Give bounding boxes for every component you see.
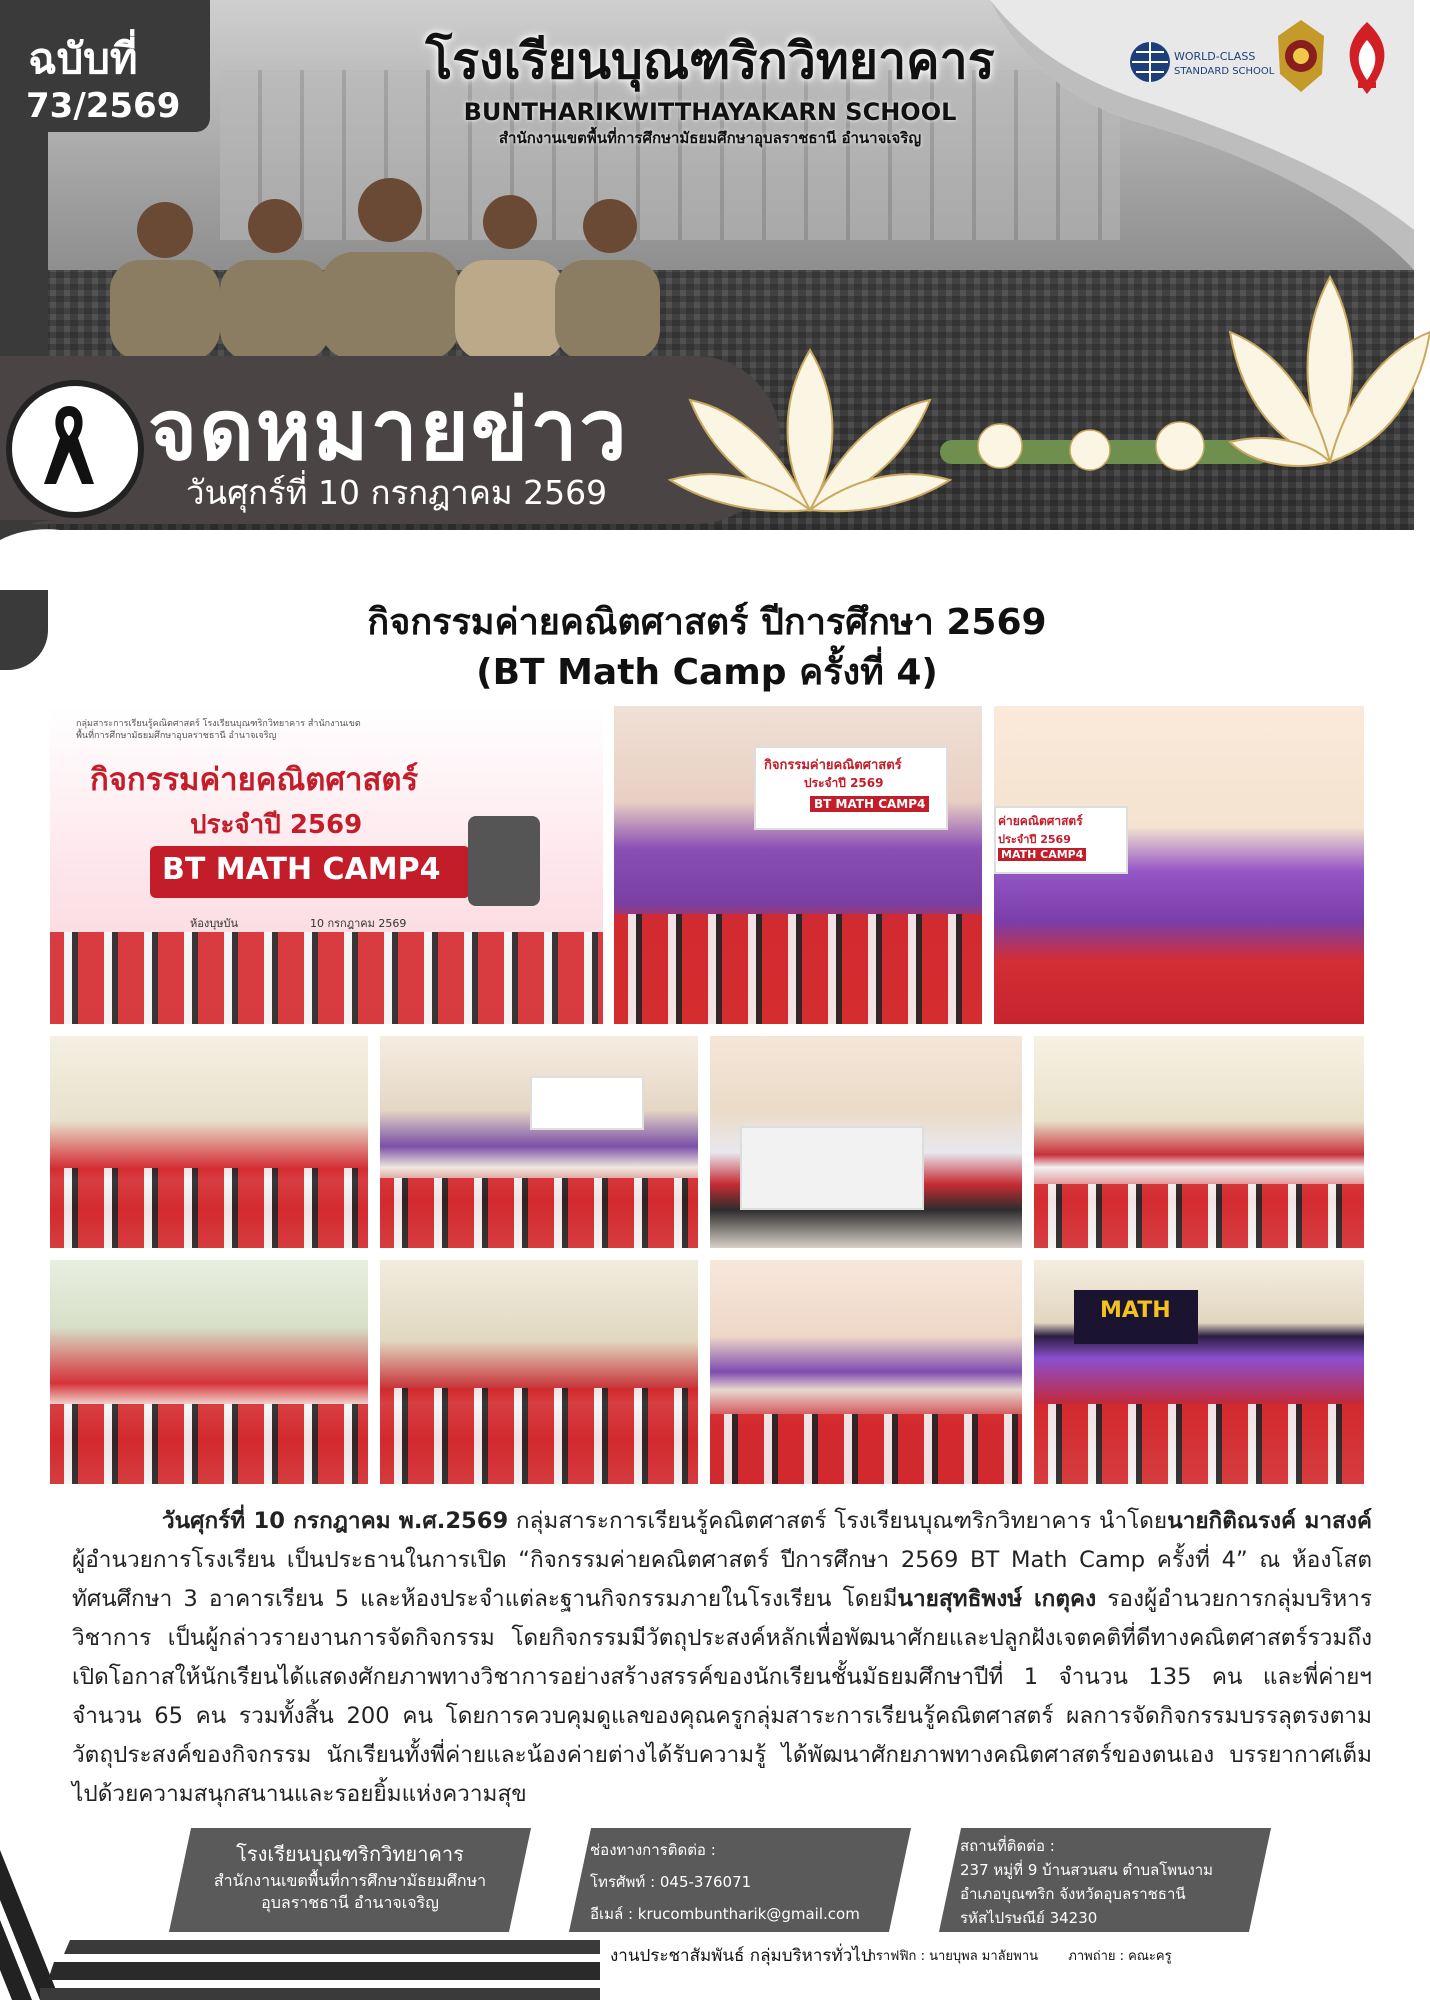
footer-office-line-2: อุบลราชธานี อำนาจเจริญ [261, 1893, 439, 1912]
activity-photo-3 [710, 1036, 1022, 1248]
footer-office [170, 1870, 530, 1914]
math-screen-text: MATH [1100, 1298, 1171, 1323]
black-ribbon-icon [34, 400, 104, 490]
students-crowd [380, 1388, 698, 1484]
activity-photo-4 [1034, 1036, 1364, 1248]
footer-office-line-1: สำนักงานเขตพื้นที่การศึกษามัธยมศึกษา [213, 1871, 487, 1890]
footer-contact [590, 1834, 860, 1930]
issue-label: ฉบับที่ [28, 34, 138, 83]
issue-number: 73/2569 [26, 86, 181, 126]
address-title: สถานที่ติดต่อ : [960, 1837, 1055, 1855]
lotus-large-icon [1230, 272, 1430, 482]
body-part-1: กลุ่มสาระการเรียนรู้คณิตศาสตร์ โรงเรียนบุณฑริกวิทยาคาร นำโดย [508, 1508, 1168, 1534]
header-wave-divider [0, 520, 1414, 590]
lecture-screen [530, 1076, 644, 1130]
body-deputy: นายสุทธิพงษ์ เกตุคง [897, 1586, 1097, 1612]
administrators-group-photo [100, 160, 660, 360]
stage-screen-camp: BT MATH CAMP4 [810, 796, 929, 812]
activity-photo-7 [710, 1260, 1022, 1484]
footer-stripes-bottom [40, 1940, 600, 2000]
contact-email[interactable]: อีเมล์ : krucombuntharik@gmail.com [590, 1905, 860, 1923]
students-crowd [50, 1168, 368, 1248]
poster-camp-name: BT MATH CAMP4 [162, 852, 441, 887]
activity-photo-5 [50, 1260, 368, 1484]
school-name-thai: โรงเรียนบุณฑริกวิทยาคาร [425, 32, 995, 90]
credit-department: งานประชาสัมพันธ์ กลุ่มบริหารทั่วไป [610, 1946, 872, 1966]
footer-school-name: โรงเรียนบุณฑริกวิทยาคาร [236, 1842, 464, 1866]
poster-subtitle: ประจำปี 2569 [190, 810, 363, 840]
credit-graphic-photo [868, 1945, 1172, 1966]
body-director: นายกิติณรงค์ มาสงค์ [1167, 1508, 1372, 1534]
activity-photo-1 [50, 1036, 368, 1248]
obec-logo [1272, 18, 1330, 94]
students-crowd [380, 1178, 698, 1248]
svg-text:STANDARD SCHOOL: STANDARD SCHOOL [1174, 66, 1275, 77]
poster-header-text: กลุ่มสาระการเรียนรู้คณิตศาสตร์ โรงเรียนบุณฑริกวิทยาคาร สำนักงานเขตพื้นที่การศึกษามัธยมศึกษาอุบลราชธานี อำนาจเจริญ [76, 719, 361, 741]
contact-title: ช่องทางการติดต่อ : [590, 1841, 716, 1859]
address-line-2: อำเภอบุณฑริก จังหวัดอุบลราชธานี [960, 1885, 1186, 1903]
side-screen-sub: ประจำปี 2569 [998, 833, 1071, 846]
stage-screen-sub: ประจำปี 2569 [804, 776, 884, 790]
footer-address [960, 1834, 1213, 1930]
newsletter-date: วันศุกร์ที่ 10 กรกฎาคม 2569 [186, 473, 608, 512]
stage-opening-photo [614, 706, 982, 1024]
newsletter-title: จดหมายข่าว [148, 381, 629, 479]
side-screen-title: ค่ายคณิตศาสตร์ [998, 814, 1083, 828]
side-screen-camp: MATH CAMP4 [998, 848, 1086, 861]
school-emblem-logo [1336, 20, 1398, 96]
activity-photo-6 [380, 1260, 698, 1484]
poster-location: ห้องบุษบัน [190, 917, 238, 930]
body-part-3: รองผู้อำนวยการกลุ่มบริหารวิชาการ เป็นผู้กล่าวรายงานการจัดกิจกรรม โดยกิจกรรมมีวัตถุประสงค์หลักเพื่อพัฒนาศักยและปลูกฝังเจตคติที่ดีทางคณิตศาสตร์รวมถึงเปิดโอกาสให้นักเรียนได้แสดงศักยภาพทางวิชาการอย่างสร้างสรรค์ของนักเรียนชั้นมัธยมศึกษาปีที่ 1 จำนวน 135 คน และพี่ค่ายฯ จำนวน 65 คน รวมทั้งสิ้น 200 คน โดยการควบคุมดูแลของคุณครูกลุ่มสาระการเรียนรู้คณิตศาสตร์ ผลการจัดกิจกรรมบรรลุตรงตามวัตถุประสงค์ของกิจกรรม นักเรียนทั้งพี่ค่ายและน้องค่ายต่างได้รับความรู้ ได้พัฒนาศักยภาพทางคณิตศาสตร์ของตนเอง บรรยากาศเต็มไปด้วยความสนุกสนานและรอยยิ้มแห่งความสุข [72, 1586, 1373, 1807]
headline-line-1: กิจกรรมค่ายคณิตศาสตร์ ปีการศึกษา 2569 [367, 602, 1047, 643]
article-body [72, 1502, 1372, 1814]
headline-line-2: (BT Math Camp ครั้งที่ 4) [476, 652, 938, 693]
calculator-icon [468, 816, 540, 906]
body-part-2: ผู้อำนวยการโรงเรียน เป็นประธานในการเปิด “กิจกรรมค่ายคณิตศาสตร์ ปีการศึกษา 2569 BT Math Camp ครั้งที่ 4” ณ ห้องโสตทัศนศึกษา 3 อาคารเรียน 5 และห้องประจำแต่ละฐานกิจกรรมภายในโรงเรียน โดยมี [72, 1547, 1372, 1612]
address-line-3: รหัสไปรษณีย์ 34230 [960, 1909, 1098, 1927]
article-headline [0, 598, 1414, 698]
activity-photo-8 [1034, 1260, 1364, 1484]
poster-date: 10 กรกฎาคม 2569 [310, 917, 407, 930]
education-office: สำนักงานเขตพื้นที่การศึกษามัธยมศึกษาอุบลราชธานี อำนาจเจริญ [498, 129, 922, 147]
lotus-garland-icon [940, 410, 1270, 490]
world-class-logo [1128, 34, 1275, 90]
students-crowd [1034, 1184, 1364, 1248]
body-date: วันศุกร์ที่ 10 กรกฎาคม พ.ศ.2569 [162, 1508, 509, 1534]
students-crowd [614, 914, 982, 1024]
lotus-flower-icon [670, 340, 950, 530]
school-name-english: BUNTHARIKWITTHAYAKARN SCHOOL [463, 98, 957, 126]
activity-photo-2 [380, 1036, 698, 1248]
address-line-1: 237 หมู่ที่ 9 บ้านสวนสน ตำบลโพนงาม [960, 1861, 1214, 1879]
credit-graphic: กราฟฟิก : นายบุพล มาลัยพาน [868, 1949, 1039, 1964]
students-crowd [1034, 1404, 1364, 1484]
svg-text:WORLD-CLASS: WORLD-CLASS [1174, 50, 1256, 63]
stage-side-photo [994, 706, 1364, 1024]
students-crowd [50, 1404, 368, 1484]
camp-poster-photo [50, 706, 603, 1024]
poster-title: กิจกรรมค่ายคณิตศาสตร์ [90, 762, 419, 798]
credit-photo: ภาพถ่าย : คณะครู [1068, 1949, 1172, 1964]
students-crowd [710, 1414, 1022, 1484]
stage-screen-title: กิจกรรมค่ายคณิตศาสตร์ [764, 758, 902, 773]
students-crowd [50, 932, 603, 1024]
board-game-mat [740, 1126, 924, 1210]
contact-phone: โทรศัพท์ : 045-376071 [590, 1873, 752, 1891]
